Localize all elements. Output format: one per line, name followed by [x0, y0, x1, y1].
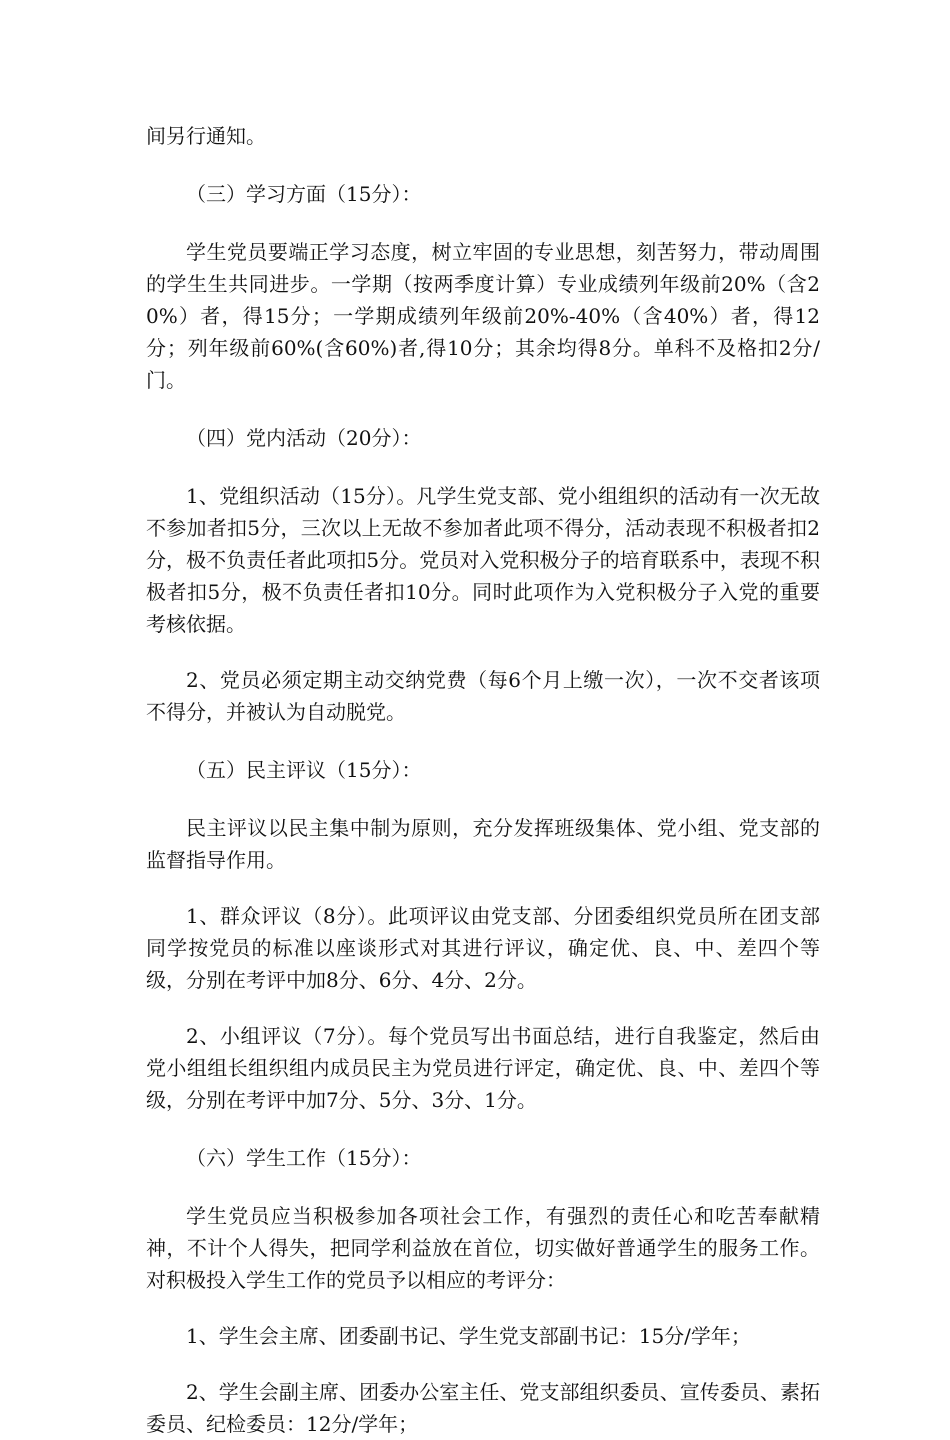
section-heading-party-activities: （四）党内活动（20分）： — [186, 426, 422, 450]
paragraph-party-org-activity: 1、党组织活动（15分）。凡学生党支部、党小组组织的活动有一次无故不参加者扣5分，三次以上无故不参加者此项不得分，活动表现不积极者扣2分，极不负责任者此项扣5分。党员对入党积极分子的培育联系中，表现不积极者扣5分，极不负责任者扣10分。同时此项作为入党积极分子入党的重要考核依据。 — [146, 484, 820, 636]
section-heading-student-work: （六）学生工作（15分）： — [186, 1146, 422, 1170]
paragraph-continuation: 间另行通知。 — [146, 124, 266, 148]
paragraph-mass-review: 1、群众评议（8分）。此项评议由党支部、分团委组织党员所在团支部同学按党员的标准以座谈形式对其进行评议，确定优、良、中、差四个等级，分别在考评中加8分、6分、4分、2分。 — [146, 904, 820, 992]
paragraph-democratic-review-intro: 民主评议以民主集中制为原则，充分发挥班级集体、党小组、党支部的监督指导作用。 — [146, 816, 820, 872]
section-heading-study: （三）学习方面（15分）： — [186, 182, 422, 206]
section-heading-democratic-review: （五）民主评议（15分）： — [186, 758, 422, 782]
paragraph-student-work-item-1: 1、学生会主席、团委副书记、学生党支部副书记：15分/学年； — [186, 1324, 751, 1348]
paragraph-student-work-item-2: 2、学生会副主席、团委办公室主任、党支部组织委员、宣传委员、素拓委员、纪检委员：12分/学年； — [146, 1380, 820, 1436]
paragraph-party-dues: 2、党员必须定期主动交纳党费（每6个月上缴一次），一次不交者该项不得分，并被认为自动脱党。 — [146, 668, 820, 724]
paragraph-student-work-intro: 学生党员应当积极参加各项社会工作，有强烈的责任心和吃苦奉献精神，不计个人得失，把同学利益放在首位，切实做好普通学生的服务工作。对积极投入学生工作的党员予以相应的考评分： — [146, 1204, 820, 1292]
paragraph-study-body: 学生党员要端正学习态度，树立牢固的专业思想，刻苦努力，带动周围的学生生共同进步。一学期（按两季度计算）专业成绩列年级前20%（含20%）者，得15分；一学期成绩列年级前20%-40%（含40%）者，得12分；列年级前60%(含60%)者,得10分；其余均得8分。单科不及格扣2分/门。 — [146, 240, 820, 392]
paragraph-group-review: 2、小组评议（7分）。每个党员写出书面总结，进行自我鉴定，然后由党小组组长组织组内成员民主为党员进行评定，确定优、良、中、差四个等级，分别在考评中加7分、5分、3分、1分。 — [146, 1024, 820, 1112]
